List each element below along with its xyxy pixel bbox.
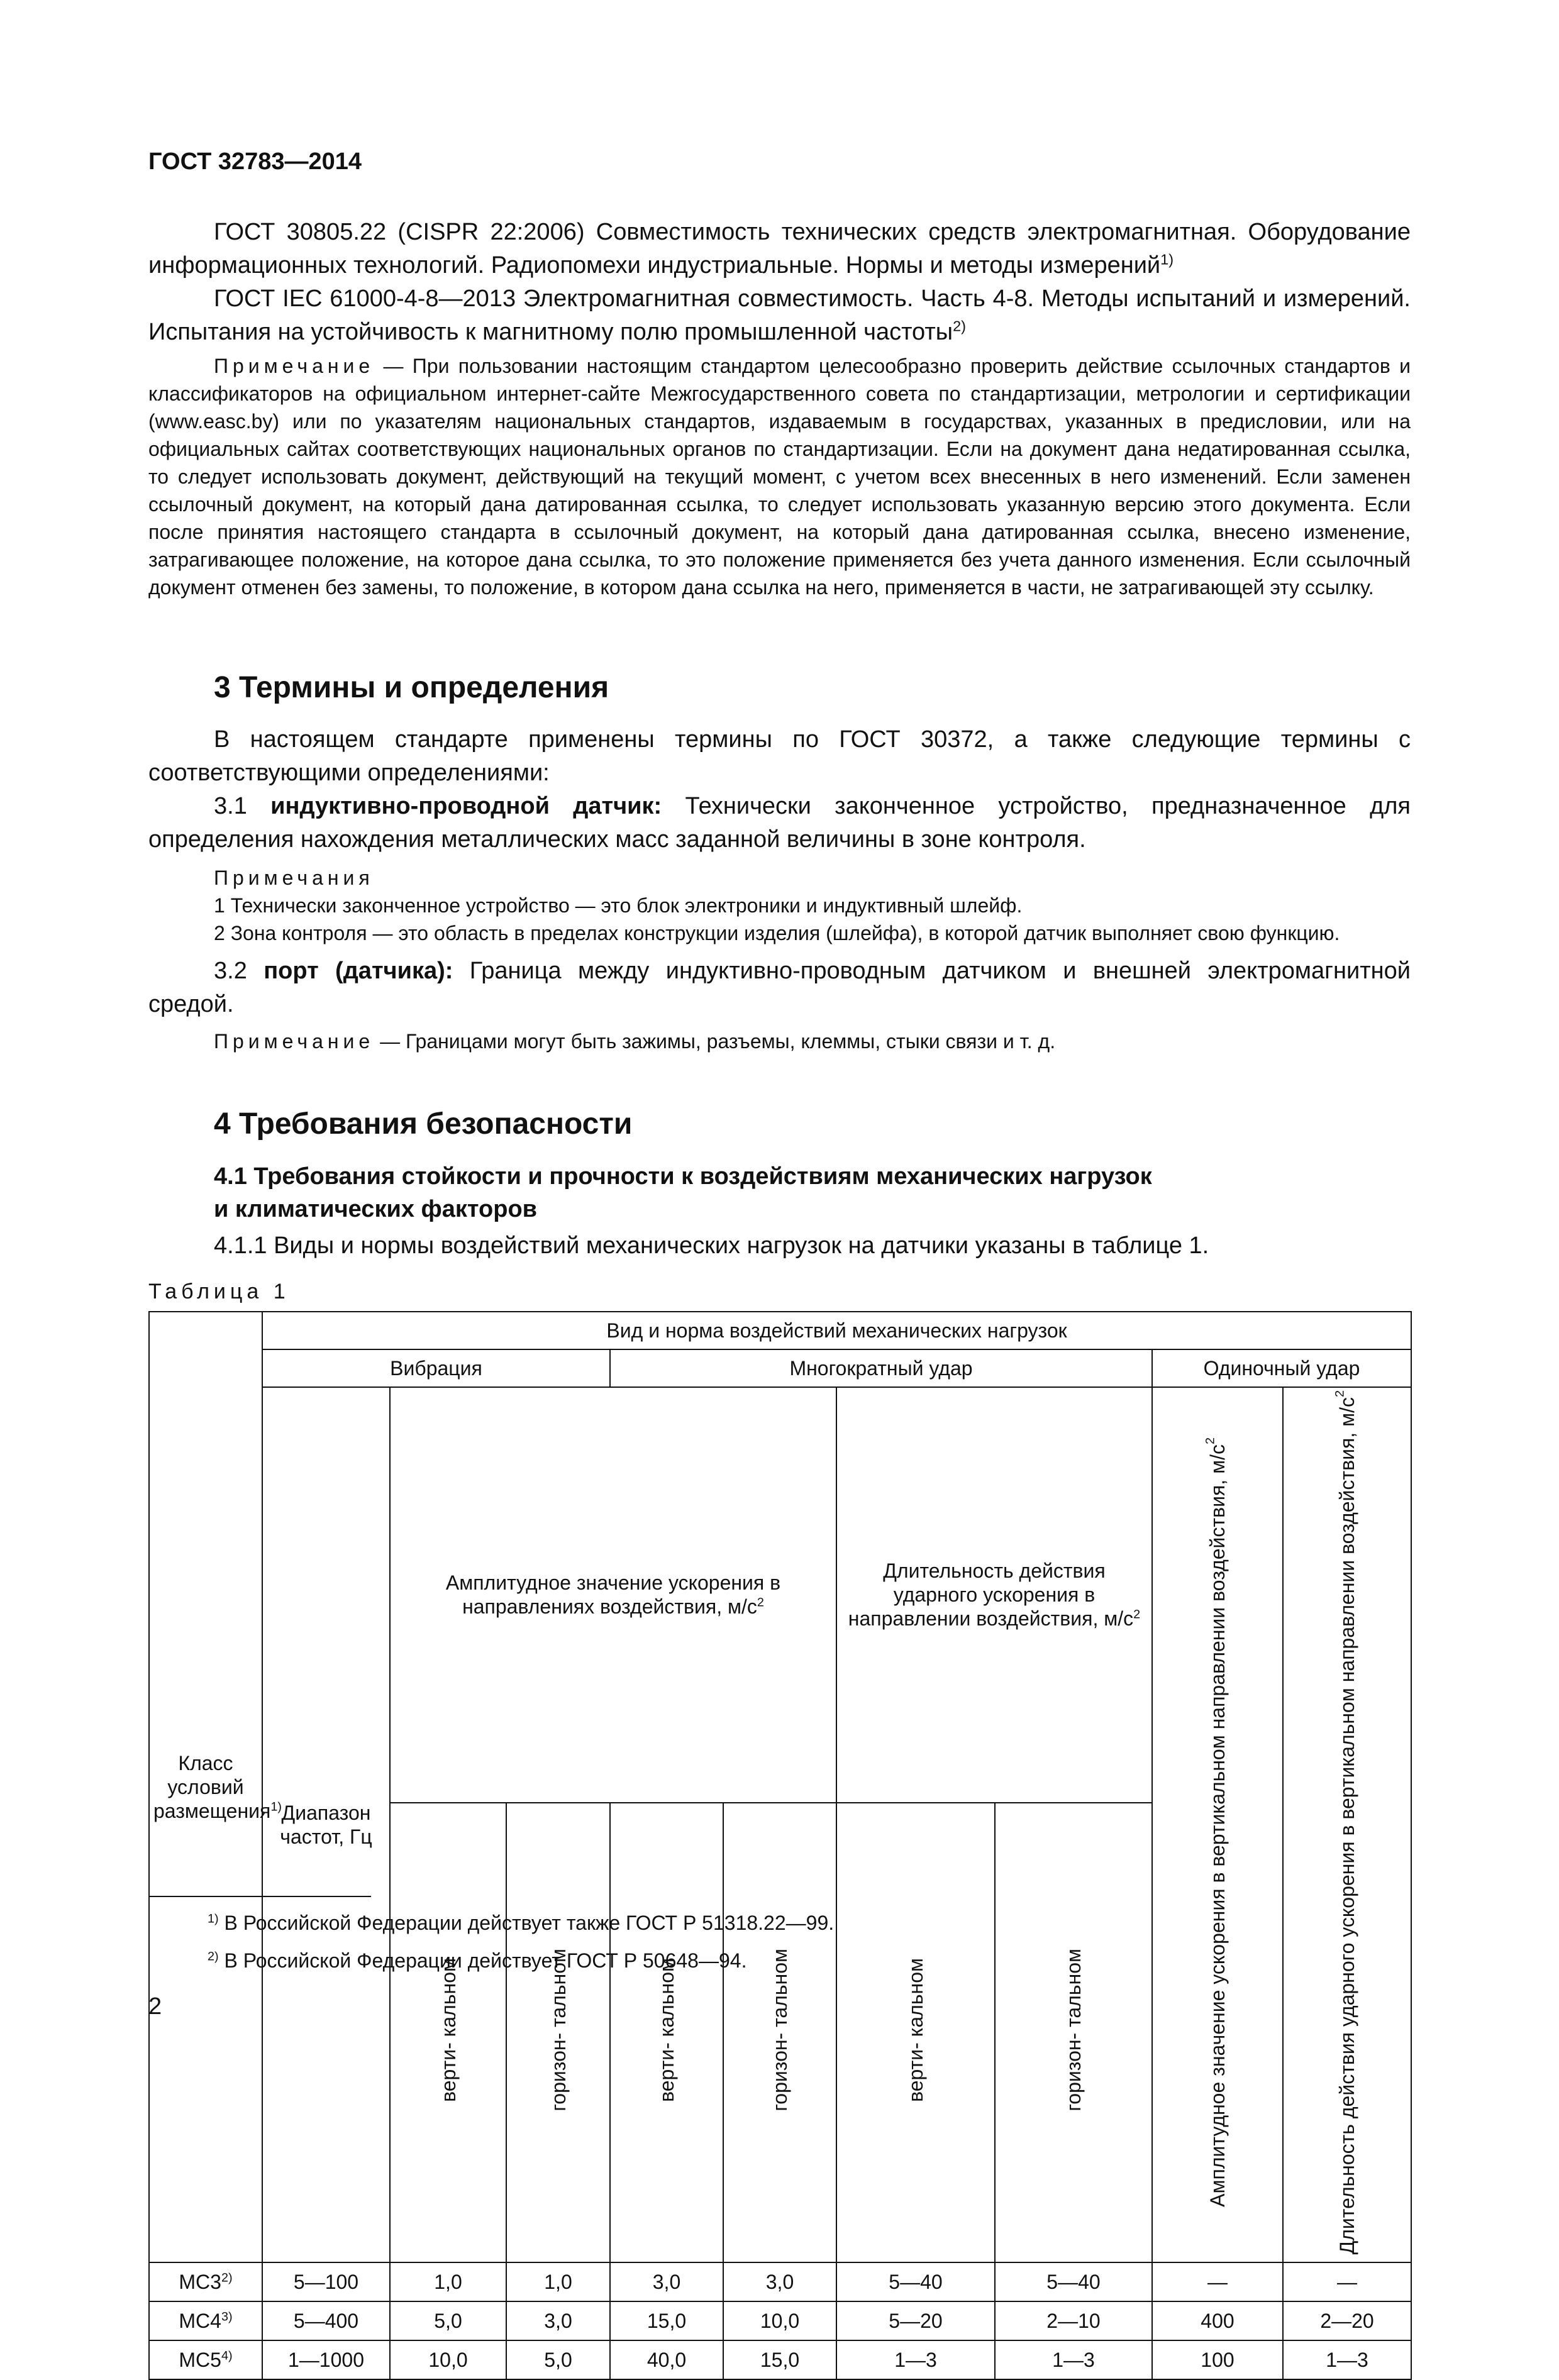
reference-item: ГОСТ IEC 61000-4-8—2013 Электромагнитная совместимость. Часть 4-8. Методы испытаний и измерений. Испытания на устойчивость к магнитному полю промышленной частоты$^{2)}$ [148,285,1411,345]
horizontal-header: горизон- тальном [723,1803,836,2262]
single-impact-header: Одиночный удар [1152,1349,1411,1387]
freq-range-header: Диапазон частот, Гц [262,1387,390,2262]
loads-table [148,1311,1412,2380]
amp-header: Амплитудное значение ускорения в направлениях воздействия, $м/с^2$ [390,1387,836,1803]
duration-header: Длительность действия ударного ускорения в направлении воздействия, $м/с^2$ [836,1387,1152,1803]
table-row: МС3$^{2)}$ 5—100 1,0 1,0 3,0 3,0 5—40 5—40 — — [149,2262,1411,2301]
vertical-header: верти- кальном [836,1803,995,2262]
note-references [148,352,1411,601]
note-text: — При пользовании настоящим стандартом целесообразно проверить действие ссылочных стандартов и классификаторов на официальном интернет-сайте Межгосударственного совета по стандартизации, метрологии и сертификации (www.easc.by) или по указателям национальных стандартов, издаваемым в государствах, указанных в предисловии, или на официальных сайтах соответствующих национальных органов по стандартизации. Если на документ дана недатированная ссылка, то следует использовать документ, действующий на текущий момент, с учетом всех внесенных в него изменений. Если заменен ссылочный документ, на который дана датированная ссылка, то следует использовать указанную версию этого документа. Если после принятия настоящего стандарта в ссылочный документ, на который дана датированная ссылка, внесено изменение, затрагивающее положение, на которое дана ссылка, то это положение применяется без учета данного изменения. Если ссылочный документ отменен без замены, то положение, в котором дана ссылка на него, применяется в части, не затрагивающей эту ссылку. [148,355,1411,599]
section-4-title: 4 Требования безопасности [214,1107,633,1141]
reference-item: ГОСТ 30805.22 (CISPR 22:2006) Совместимость технических средств электромагнитная. Оборудование информационных технологий. Радиопомехи индустриальные. Нормы и методы измерений$^{1)}$ [148,219,1411,279]
horizontal-header: горизон- тальном [506,1803,610,2262]
table-caption: Таблица 1 [148,1280,290,1303]
vertical-header: верти- кальном [610,1803,723,2262]
note-label: Примечание [214,355,375,377]
page-number: 2 [148,1993,162,2020]
vibration-header: Вибрация [262,1349,610,1387]
note-label: Примечание [214,1030,375,1053]
section-3-title: 3 Термины и определения [214,671,609,704]
footnote: $^{2)}$ В Российской Федерации действует ГОСТ Р 50648—94. [208,1949,747,1972]
references [148,216,1411,349]
table-row: МС5$^{4)}$ 1—1000 10,0 5,0 40,0 15,0 1—3 1—3 100 1—3 [149,2340,1411,2379]
single-amp-header: Амплитудное значение ускорения в вертикальном направлении воздействия, $м/с^2$ [1152,1387,1283,2262]
note-item: 2 Зона контроля — это область в пределах конструкции изделия (шлейфа), в которой датчик выполняет свою функцию. [214,922,1340,944]
multi-impact-header: Многократный удар [610,1349,1152,1387]
vertical-header: верти- кальном [390,1803,506,2262]
note-item: 1 Технически законченное устройство — это блок электроники и индуктивный шлейф. [214,894,1023,917]
term-3-1: 3.1 индуктивно-проводной датчик: Технически законченное устройство, предназначенное для определения нахождения металлических масс заданной величины в зоне контроля. [148,793,1411,853]
section-3-intro: В настоящем стандарте применены термины по ГОСТ 30372, а также следующие термины с соответствующими определениями: [148,726,1411,786]
footnote: $^{1)}$ В Российской Федерации действует также ГОСТ Р 51318.22—99. [208,1912,835,1934]
single-dur-header: Длительность действия ударного ускорения в вертикальном направлении воздействия, $м/с^2$ [1283,1387,1411,2262]
note-text: — Границами могут быть зажимы, разъемы, клеммы, стыки связи и т. д. [374,1030,1056,1053]
footnote-separator [148,1896,371,1897]
notes-label: Примечания [214,866,374,889]
horizontal-header: горизон- тальном [995,1803,1152,2262]
table-row: МС4$^{3)}$ 5—400 5,0 3,0 15,0 10,0 5—20 2—10 400 2—20 [149,2301,1411,2340]
document-header: ГОСТ 32783—2014 [148,148,362,175]
section-4-paragraph: 4.1.1 Виды и нормы воздействий механических нагрузок на датчики указаны в таблице 1. [214,1232,1209,1259]
section-4-subtitle: 4.1 Требования стойкости и прочности к воздействиям механических нагрузок и климатических факторов [214,1163,1152,1222]
group-header: Вид и норма воздействий механических нагрузок [262,1312,1411,1349]
section-3-body [148,723,1411,1055]
class-header: Класс условий размещения$^{1)}$ [149,1312,262,2262]
term-3-2: 3.2 порт (датчика): Граница между индуктивно-проводным датчиком и внешней электромагнитной средой. [148,958,1411,1017]
